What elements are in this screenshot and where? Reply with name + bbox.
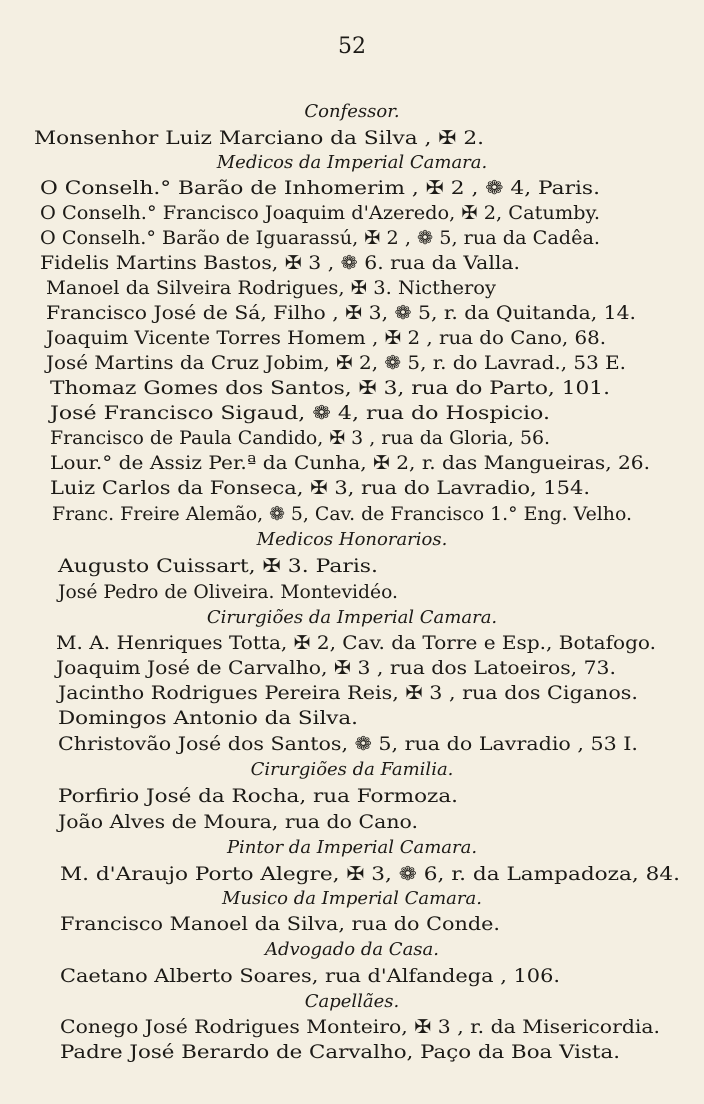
section-heading — [0, 100, 704, 124]
line-text: Francisco José de Sá, Filho , ✠ 3, ❁ 5, r. da Quitanda, 14. — [46, 302, 636, 324]
entry-line — [40, 201, 600, 225]
section-heading — [0, 151, 704, 175]
section-heading — [0, 606, 704, 630]
line-text: José Pedro de Oliveira. Montevidéo. — [58, 581, 398, 603]
entry-line — [60, 912, 500, 936]
entry-line — [58, 554, 378, 578]
entry-line — [50, 476, 590, 500]
entry-line — [50, 451, 650, 475]
line-text: Advogado da Casa. — [264, 939, 440, 960]
section-heading — [0, 528, 704, 552]
line-text: José Francisco Sigaud, ❁ 4, rua do Hospicio. — [50, 402, 550, 424]
line-text: Augusto Cuissart, ✠ 3. Paris. — [58, 555, 378, 577]
entry-line — [56, 656, 616, 680]
entry-line — [46, 301, 636, 325]
line-text: Medicos da Imperial Camara. — [216, 152, 488, 173]
entry-line — [52, 502, 636, 526]
entry-line — [58, 810, 418, 834]
line-text: Jacintho Rodrigues Pereira Reis, ✠ 3 , rua dos Ciganos. — [58, 682, 638, 704]
line-text: Musico da Imperial Camara. — [222, 888, 482, 909]
line-text: Thomaz Gomes dos Santos, ✠ 3, rua do Parto, 101. — [50, 377, 610, 399]
entry-line — [46, 326, 606, 350]
entry-line — [60, 1015, 660, 1039]
line-text: O Conselh.° Francisco Joaquim d'Azeredo, ✠ 2, Catumby. — [40, 202, 600, 224]
line-text: Christovão José dos Santos, ❁ 5, rua do Lavradio , 53 I. — [58, 733, 638, 755]
entry-line — [50, 426, 553, 450]
line-text: Lour.° de Assiz Per.ª da Cunha, ✠ 2, r. das Mangueiras, 26. — [50, 452, 650, 474]
entry-line — [50, 376, 610, 400]
page-number: 52 — [338, 34, 366, 59]
line-text: Padre José Berardo de Carvalho, Paço da Boa Vista. — [60, 1041, 620, 1063]
entry-line — [60, 862, 680, 886]
entry-line — [58, 580, 403, 604]
line-text: Domingos Antonio da Silva. — [58, 707, 358, 729]
entry-line — [60, 1040, 620, 1064]
entry-line — [58, 706, 358, 730]
line-text: José Martins da Cruz Jobim, ✠ 2, ❁ 5, r. do Lavrad., 53 E. — [46, 352, 626, 374]
line-text: O Conselh.° Barão de Iguarassú, ✠ 2 , ❁ 5, rua da Cadêa. — [40, 227, 600, 249]
entry-line — [34, 126, 484, 150]
line-text: M. d'Araujo Porto Alegre, ✠ 3, ❁ 6, r. da Lampadoza, 84. — [60, 863, 680, 885]
line-text: Cirurgiões da Familia. — [250, 759, 454, 780]
entry-line — [46, 276, 496, 300]
line-text: Medicos Honorarios. — [256, 529, 448, 550]
entry-line — [58, 784, 458, 808]
entry-line — [40, 176, 600, 200]
section-heading — [0, 887, 704, 911]
line-text: Luiz Carlos da Fonseca, ✠ 3, rua do Lavradio, 154. — [50, 477, 590, 499]
line-text: Franc. Freire Alemão, ❁ 5, Cav. de Francisco 1.° Eng. Velho. — [52, 503, 632, 525]
entry-line — [60, 964, 560, 988]
entry-line — [40, 226, 600, 250]
line-text: Manoel da Silveira Rodrigues, ✠ 3. Nictheroy — [46, 277, 496, 299]
section-heading — [0, 836, 704, 860]
entry-line — [50, 401, 550, 425]
section-heading — [0, 758, 704, 782]
line-text: M. A. Henriques Totta, ✠ 2, Cav. da Torre e Esp., Botafogo. — [56, 632, 656, 654]
line-text: Pintor da Imperial Camara. — [226, 837, 478, 858]
line-text: Francisco de Paula Candido, ✠ 3 , rua da Gloria, 56. — [50, 427, 550, 449]
line-text: Joaquim José de Carvalho, ✠ 3 , rua dos Latoeiros, 73. — [56, 657, 616, 679]
line-text: Conego José Rodrigues Monteiro, ✠ 3 , r. da Misericordia. — [60, 1016, 660, 1038]
entry-line — [40, 251, 520, 275]
entry-line — [58, 732, 638, 756]
line-text: O Conselh.° Barão de Inhomerim , ✠ 2 , ❁ 4, Paris. — [40, 177, 600, 199]
line-text: Francisco Manoel da Silva, rua do Conde. — [60, 913, 500, 935]
line-text: Caetano Alberto Soares, rua d'Alfandega , 106. — [60, 965, 560, 987]
line-text: Porfirio José da Rocha, rua Formoza. — [58, 785, 458, 807]
line-text: Monsenhor Luiz Marciano da Silva , ✠ 2. — [34, 127, 484, 149]
line-text: Cirurgiões da Imperial Camara. — [206, 607, 498, 628]
entry-line — [46, 351, 626, 375]
line-text: Joaquim Vicente Torres Homem , ✠ 2 , rua do Cano, 68. — [46, 327, 606, 349]
section-heading — [0, 990, 704, 1014]
line-text: Capellães. — [304, 991, 400, 1012]
entry-line — [56, 631, 656, 655]
line-text: João Alves de Moura, rua do Cano. — [58, 811, 418, 833]
line-text: Confessor. — [304, 101, 400, 122]
section-heading — [0, 938, 704, 962]
line-text: Fidelis Martins Bastos, ✠ 3 , ❁ 6. rua da Valla. — [40, 252, 520, 274]
entry-line — [58, 681, 638, 705]
